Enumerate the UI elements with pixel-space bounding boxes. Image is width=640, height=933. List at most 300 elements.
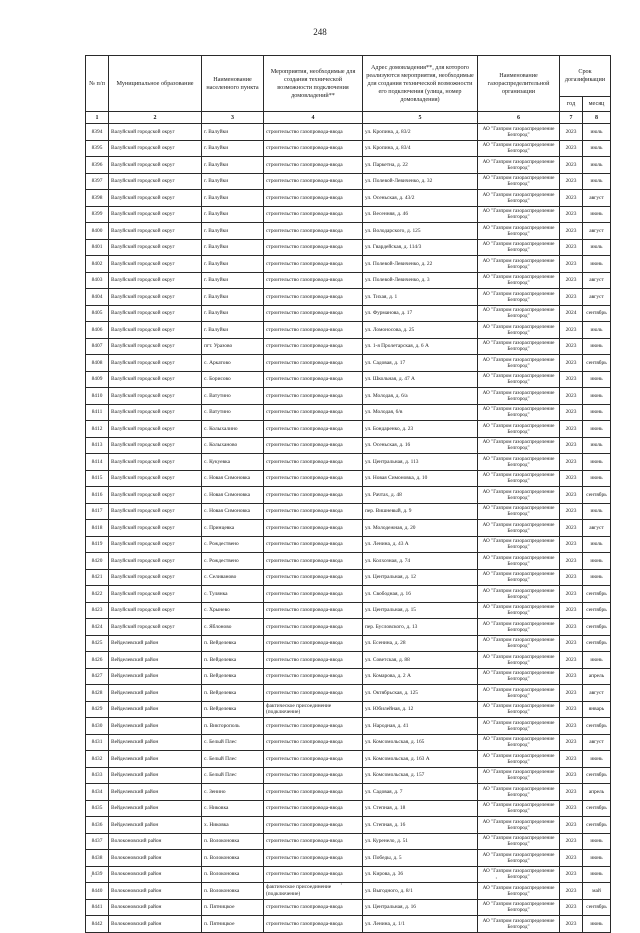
cell-municipality: Вейделевский район [109,685,202,702]
cell-year: 2023 [560,322,583,339]
cell-settlement: п. Викторополь [202,718,264,735]
cell-settlement: с. Селиваново [202,569,264,586]
cell-year: 2023 [560,124,583,141]
cell-month: июнь [583,256,611,273]
cell-num: 8436 [86,817,109,834]
cell-measures: строительство газопровода-ввода [264,718,363,735]
cell-org: АО "Газпром газораспределение Белгород" [478,421,560,438]
cell-month: август [583,289,611,306]
cell-municipality: Валуйский городской округ [109,602,202,619]
cell-municipality: Волоконовский район [109,866,202,883]
cell-year: 2023 [560,751,583,768]
cell-municipality: Валуйский городской округ [109,404,202,421]
cell-address: ул. Молодая, 6/в [363,404,478,421]
cell-address: ул. Полевой-Левиченко, д. 32 [363,173,478,190]
cell-measures: строительство газопровода-ввода [264,602,363,619]
cell-org: АО "Газпром газораспределение Белгород" [478,800,560,817]
cell-year: 2023 [560,850,583,867]
cell-year: 2023 [560,503,583,520]
cell-measures: строительство газопровода-ввода [264,371,363,388]
cell-measures: строительство газопровода-ввода [264,173,363,190]
cell-settlement: с. Новая Симоновка [202,503,264,520]
cell-year: 2023 [560,652,583,669]
cell-address: ул. Гвардейская, д. 114/3 [363,239,478,256]
cell-month: сентябрь [583,355,611,372]
cell-num: 8403 [86,272,109,289]
cell-municipality: Валуйский городской округ [109,487,202,504]
cell-month: июнь [583,866,611,883]
cell-settlement: с. Кукуевка [202,454,264,471]
cell-num: 8396 [86,157,109,174]
cell-measures: строительство газопровода-ввода [264,437,363,454]
cell-address: ул. 1-я Пролетарская, д. 6 А [363,338,478,355]
col-number: 2 [109,112,202,124]
cell-measures: строительство газопровода-ввода [264,305,363,322]
cell-address: ул. Советская, д. 88 [363,652,478,669]
cell-month: июнь [583,470,611,487]
cell-municipality: Валуйский городской округ [109,619,202,636]
cell-settlement: с. Ватутино [202,388,264,405]
cell-year: 2023 [560,437,583,454]
table-row [86,305,611,322]
cell-month: июнь [583,421,611,438]
cell-num: 8424 [86,619,109,636]
cell-address: пер. Бусловского, д. 13 [363,619,478,636]
cell-measures: строительство газопровода-ввода [264,124,363,141]
cell-org: АО "Газпром газораспределение Белгород" [478,668,560,685]
table-row [86,784,611,801]
cell-measures: строительство газопровода-ввода [264,536,363,553]
cell-municipality: Валуйский городской округ [109,388,202,405]
cell-measures: строительство газопровода-ввода [264,817,363,834]
cell-org: АО "Газпром газораспределение Белгород" [478,734,560,751]
cell-month: июль [583,173,611,190]
cell-org: АО "Газпром газораспределение Белгород" [478,536,560,553]
cell-settlement: г. Валуйки [202,223,264,240]
table-row [86,916,611,933]
cell-address: ул. Куренело, д. 51 [363,833,478,850]
cell-num: 8422 [86,586,109,603]
cell-address: ул. Народная, д. 41 [363,718,478,735]
cell-month: апрель [583,668,611,685]
cell-measures: строительство газопровода-ввода [264,272,363,289]
cell-org: АО "Газпром газораспределение Белгород" [478,784,560,801]
cell-month: апрель [583,784,611,801]
cell-settlement: г. Валуйки [202,289,264,306]
table-row [86,157,611,174]
table-row [86,124,611,141]
cell-num: 8437 [86,833,109,850]
cell-year: 2023 [560,586,583,603]
cell-year: 2023 [560,289,583,306]
cell-measures: строительство газопровода-ввода [264,899,363,916]
cell-settlement: г. Валуйки [202,272,264,289]
col-number: 3 [202,112,264,124]
cell-municipality: Валуйский городской округ [109,173,202,190]
cell-address: ул. Володарского, д. 125 [363,223,478,240]
cell-org: АО "Газпром газораспределение Белгород" [478,553,560,570]
cell-org: АО "Газпром газораспределение Белгород" [478,833,560,850]
cell-municipality: Вейделевский район [109,718,202,735]
cell-municipality: Валуйский городской округ [109,586,202,603]
cell-settlement: п. Вейделевка [202,685,264,702]
cell-month: сентябрь [583,586,611,603]
cell-settlement: п. Волоконовка [202,866,264,883]
cell-month: июль [583,437,611,454]
cell-num: 8413 [86,437,109,454]
cell-settlement: п. Вейделевка [202,701,264,718]
cell-year: 2023 [560,569,583,586]
cell-address: ул. Садовая, д. 7 [363,784,478,801]
cell-measures: строительство газопровода-ввода [264,157,363,174]
cell-address: ул. Комарова, д. 2 А [363,668,478,685]
table-row [86,487,611,504]
cell-municipality: Вейделевский район [109,767,202,784]
cell-address: ул. Комсомольская, д. 165 [363,734,478,751]
table-row [86,173,611,190]
header-measures: Мероприятия, необходимые для создания технической возможности подключения домовладений** [264,56,363,112]
cell-month: сентябрь [583,635,611,652]
cell-month: июнь [583,850,611,867]
cell-num: 8399 [86,206,109,223]
cell-measures: строительство газопровода-ввода [264,569,363,586]
cell-settlement: с. Колыханово [202,437,264,454]
cell-month: сентябрь [583,619,611,636]
cell-settlement: п. Волоконовка [202,850,264,867]
cell-month: январь [583,701,611,718]
cell-year: 2023 [560,685,583,702]
cell-address: ул. Осеньская, д. 43/2 [363,190,478,207]
cell-org: АО "Газпром газораспределение Белгород" [478,586,560,603]
cell-num: 8438 [86,850,109,867]
cell-municipality: Валуйский городской округ [109,536,202,553]
cell-measures: строительство газопровода-ввода [264,503,363,520]
cell-org: АО "Газпром газораспределение Белгород" [478,454,560,471]
cell-year: 2023 [560,157,583,174]
cell-address: ул. Октябрьская, д. 125 [363,685,478,702]
cell-num: 8418 [86,520,109,537]
cell-org: АО "Газпром газораспределение Белгород" [478,388,560,405]
cell-measures: строительство газопровода-ввода [264,685,363,702]
cell-year: 2023 [560,800,583,817]
cell-municipality: Валуйский городской округ [109,503,202,520]
cell-month: сентябрь [583,817,611,834]
cell-num: 8416 [86,487,109,504]
cell-settlement: п. Пятницкое [202,899,264,916]
cell-year: 2023 [560,388,583,405]
cell-num: 8440 [86,883,109,900]
cell-settlement: п. Вейделевка [202,668,264,685]
cell-municipality: Вейделевский район [109,701,202,718]
cell-settlement: с. Ватутино [202,404,264,421]
cell-org: АО "Газпром газораспределение Белгород" [478,718,560,735]
table-row [86,701,611,718]
cell-org: АО "Газпром газораспределение Белгород" [478,190,560,207]
cell-year: 2023 [560,899,583,916]
cell-settlement: п. Вейделевка [202,652,264,669]
cell-address: ул. Ленина, д. 1/1 [363,916,478,933]
table-row [86,734,611,751]
table-row [86,899,611,916]
cell-year: 2023 [560,140,583,157]
cell-year: 2023 [560,206,583,223]
cell-month: июль [583,239,611,256]
cell-num: 8407 [86,338,109,355]
cell-measures: строительство газопровода-ввода [264,784,363,801]
cell-month: июль [583,503,611,520]
cell-org: АО "Газпром газораспределение Белгород" [478,817,560,834]
table-row [86,190,611,207]
cell-month: сентябрь [583,602,611,619]
cell-address: ул. Комсомольская, д. 163 А [363,751,478,768]
cell-year: 2023 [560,173,583,190]
cell-org: АО "Газпром газораспределение Белгород" [478,437,560,454]
cell-address: ул. Рачтах, д. 48 [363,487,478,504]
cell-municipality: Валуйский городской округ [109,289,202,306]
cell-year: 2023 [560,239,583,256]
cell-address: ул. Молодежная, д. 20 [363,520,478,537]
cell-municipality: Вейделевский район [109,800,202,817]
cell-month: август [583,520,611,537]
cell-year: 2023 [560,536,583,553]
cell-measures: строительство газопровода-ввода [264,635,363,652]
table-row [86,404,611,421]
cell-address: ул. Весенняя, д. 46 [363,206,478,223]
table-row [86,767,611,784]
cell-num: 8428 [86,685,109,702]
cell-address: ул. Полевой-Левиченко, д. 3 [363,272,478,289]
cell-measures: строительство газопровода-ввода [264,866,363,883]
cell-num: 8426 [86,652,109,669]
cell-measures: строительство газопровода-ввода [264,619,363,636]
cell-address: ул. Школьная, д. 47 А [363,371,478,388]
cell-num: 8423 [86,602,109,619]
cell-num: 8406 [86,322,109,339]
cell-month: сентябрь [583,305,611,322]
cell-year: 2023 [560,338,583,355]
cell-municipality: Вейделевский район [109,652,202,669]
cell-measures: строительство газопровода-ввода [264,256,363,273]
col-number: 8 [583,112,611,124]
table-row [86,437,611,454]
cell-settlement: х. Никовка [202,817,264,834]
cell-municipality: Волоконовский район [109,916,202,933]
cell-org: АО "Газпром газораспределение Белгород" [478,850,560,867]
cell-month: август [583,685,611,702]
table-row [86,272,611,289]
cell-measures: строительство газопровода-ввода [264,421,363,438]
cell-address: ул. Есенина, д. 28 [363,635,478,652]
cell-measures: строительство газопровода-ввода [264,586,363,603]
table-row [86,338,611,355]
cell-org: АО "Газпром газораспределение Белгород" [478,272,560,289]
cell-num: 8401 [86,239,109,256]
cell-settlement: с. Яблоново [202,619,264,636]
cell-measures: строительство газопровода-ввода [264,800,363,817]
cell-num: 8431 [86,734,109,751]
cell-num: 8442 [86,916,109,933]
cell-month: июнь [583,569,611,586]
table-row [86,206,611,223]
cell-org: АО "Газпром газораспределение Белгород" [478,355,560,372]
page-number: 248 [313,27,327,37]
cell-measures: фактическое присоединение (подключение) [264,883,363,900]
cell-settlement: с. Белый Плес [202,767,264,784]
cell-num: 8402 [86,256,109,273]
cell-org: АО "Газпром газораспределение Белгород" [478,487,560,504]
cell-month: июль [583,140,611,157]
col-number: 1 [86,112,109,124]
cell-org: АО "Газпром газораспределение Белгород" [478,338,560,355]
cell-org: АО "Газпром газораспределение Белгород" [478,322,560,339]
cell-measures: строительство газопровода-ввода [264,520,363,537]
table-row [86,619,611,636]
cell-settlement: с. Хрынево [202,602,264,619]
cell-address: ул. Молодая, д. 6/а [363,388,478,405]
table-row [86,322,611,339]
cell-measures: строительство газопровода-ввода [264,487,363,504]
cell-org: АО "Газпром газораспределение Белгород" [478,520,560,537]
cell-month: сентябрь [583,487,611,504]
cell-year: 2023 [560,916,583,933]
cell-settlement: п. Волоконовка [202,833,264,850]
table-row [86,883,611,900]
cell-municipality: Волоконовский район [109,899,202,916]
cell-municipality: Валуйский городской округ [109,338,202,355]
cell-address: ул. Победы, д. 5 [363,850,478,867]
cell-year: 2023 [560,371,583,388]
cell-address: ул. Бондаренко, д. 23 [363,421,478,438]
cell-settlement: г. Валуйки [202,206,264,223]
cell-num: 8421 [86,569,109,586]
cell-municipality: Вейделевский район [109,751,202,768]
cell-org: АО "Газпром газораспределение Белгород" [478,173,560,190]
cell-address: ул. Центральная, д. 113 [363,454,478,471]
cell-settlement: г. Валуйки [202,190,264,207]
gasification-register-table [85,55,611,933]
cell-measures: строительство газопровода-ввода [264,322,363,339]
table-row [86,388,611,405]
cell-year: 2023 [560,701,583,718]
table-row [86,668,611,685]
cell-address: ул. Комсомольская, д. 157 [363,767,478,784]
cell-municipality: Валуйский городской округ [109,124,202,141]
cell-measures: строительство газопровода-ввода [264,140,363,157]
cell-measures: строительство газопровода-ввода [264,470,363,487]
cell-org: АО "Газпром газораспределение Белгород" [478,866,560,883]
cell-num: 8398 [86,190,109,207]
table-body [86,124,611,933]
cell-measures: строительство газопровода-ввода [264,338,363,355]
cell-num: 8429 [86,701,109,718]
cell-settlement: п. Пятницкое [202,916,264,933]
cell-num: 8394 [86,124,109,141]
cell-year: 2023 [560,256,583,273]
cell-org: АО "Газпром газораспределение Белгород" [478,652,560,669]
cell-num: 8405 [86,305,109,322]
cell-municipality: Валуйский городской округ [109,454,202,471]
cell-month: август [583,272,611,289]
cell-org: АО "Газпром газораспределение Белгород" [478,619,560,636]
cell-month: июнь [583,454,611,471]
table-row [86,289,611,306]
cell-measures: строительство газопровода-ввода [264,767,363,784]
cell-num: 8419 [86,536,109,553]
table-row [86,751,611,768]
header-org: Наименование газораспределительной организации [478,56,560,112]
cell-municipality: Валуйский городской округ [109,190,202,207]
cell-month: июнь [583,206,611,223]
header-term: Срок догазификации [560,56,611,97]
cell-org: АО "Газпром газораспределение Белгород" [478,685,560,702]
table-row [86,685,611,702]
cell-address: ул. Центральная, д. 15 [363,602,478,619]
cell-month: июнь [583,916,611,933]
cell-year: 2023 [560,668,583,685]
cell-address: ул. Центральная, д. 12 [363,569,478,586]
cell-month: июль [583,157,611,174]
cell-municipality: Вейделевский район [109,734,202,751]
cell-org: АО "Газпром газораспределение Белгород" [478,256,560,273]
cell-settlement: г. Валуйки [202,173,264,190]
table-row [86,833,611,850]
cell-org: АО "Газпром газораспределение Белгород" [478,503,560,520]
table-row [86,718,611,735]
cell-num: 8430 [86,718,109,735]
cell-measures: строительство газопровода-ввода [264,190,363,207]
cell-num: 8395 [86,140,109,157]
cell-municipality: Валуйский городской округ [109,157,202,174]
cell-settlement: с. Белый Плес [202,734,264,751]
cell-municipality: Валуйский городской округ [109,272,202,289]
scan-speck: · [90,872,93,881]
header-year: год [560,97,583,112]
cell-year: 2023 [560,520,583,537]
table-row [86,569,611,586]
cell-settlement: п. Волоконовка [202,883,264,900]
header-num: № п/п [86,56,109,112]
cell-year: 2023 [560,883,583,900]
cell-measures: строительство газопровода-ввода [264,850,363,867]
table-row [86,371,611,388]
cell-num: 8410 [86,388,109,405]
table-row [86,652,611,669]
cell-month: август [583,223,611,240]
cell-year: 2023 [560,454,583,471]
table-row [86,586,611,603]
cell-municipality: Валуйский городской округ [109,305,202,322]
cell-year: 2023 [560,470,583,487]
cell-org: АО "Газпром газораспределение Белгород" [478,899,560,916]
cell-org: АО "Газпром газораспределение Белгород" [478,140,560,157]
cell-month: июнь [583,553,611,570]
cell-org: АО "Газпром газораспределение Белгород" [478,305,560,322]
cell-settlement: г. Валуйки [202,239,264,256]
cell-year: 2023 [560,487,583,504]
cell-measures: строительство газопровода-ввода [264,668,363,685]
cell-measures: строительство газопровода-ввода [264,751,363,768]
table-row [86,602,611,619]
cell-address: ул. Новая Симоновка, д. 10 [363,470,478,487]
cell-address: пер. Вишневый, д. 9 [363,503,478,520]
cell-org: АО "Газпром газораспределение Белгород" [478,206,560,223]
table-row [86,355,611,372]
cell-num: 8420 [86,553,109,570]
cell-num: 8408 [86,355,109,372]
cell-address: ул. Садовая, д. 17 [363,355,478,372]
cell-month: июль [583,536,611,553]
cell-municipality: Валуйский городской округ [109,553,202,570]
